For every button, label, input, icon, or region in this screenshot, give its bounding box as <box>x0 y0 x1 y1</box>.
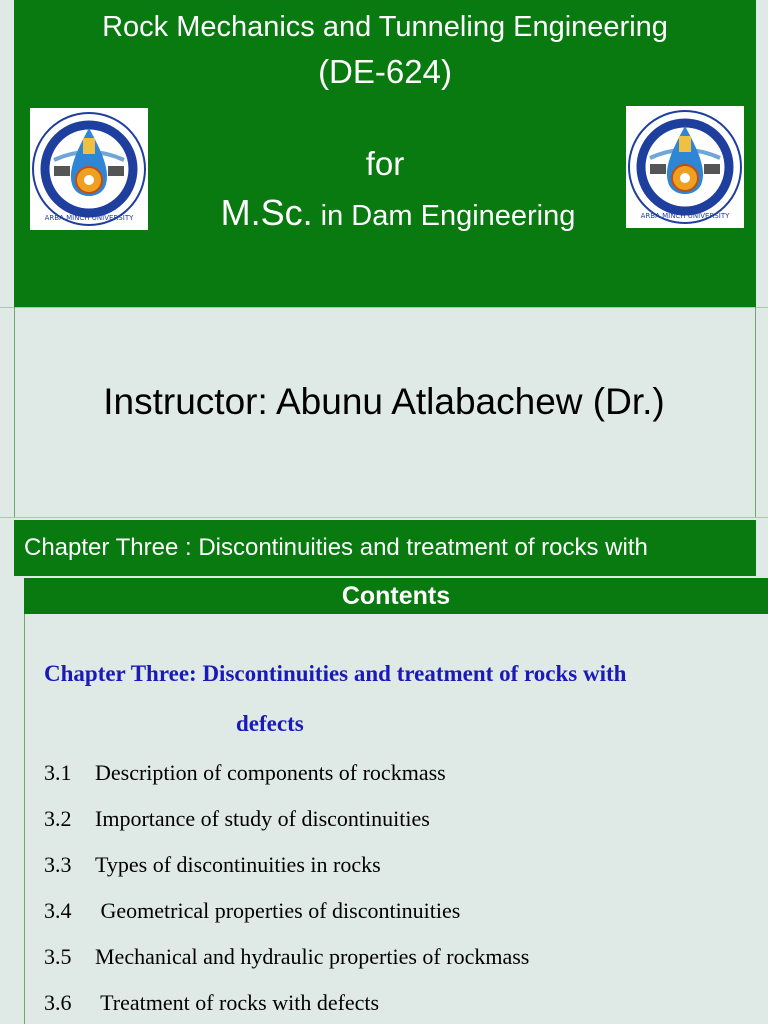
contents-frame <box>24 614 25 1024</box>
toc-item <box>44 850 529 896</box>
toc-number: 3.2 <box>44 806 72 831</box>
program-label: in Dam Engineering <box>312 200 576 232</box>
toc-item <box>44 804 529 850</box>
logo-text: ARBA MINCH UNIVERSITY <box>44 214 134 222</box>
university-seal-icon <box>30 108 148 230</box>
logo-text: ARBA MINCH UNIVERSITY <box>640 212 730 220</box>
toc-item <box>44 988 529 1024</box>
toc-item <box>44 896 529 942</box>
instructor-name: Instructor: Abunu Atlabachew (Dr.) <box>103 381 665 422</box>
toc-title: Types of discontinuities in rocks <box>95 852 381 877</box>
toc-number: 3.1 <box>44 760 72 785</box>
toc-number: 3.3 <box>44 852 72 877</box>
degree-label: M.Sc. <box>220 192 313 233</box>
toc-number: 3.4 <box>44 898 72 923</box>
toc-item <box>44 758 529 804</box>
toc-title: Importance of study of discontinuities <box>95 806 430 831</box>
toc-number: 3.6 <box>44 990 72 1015</box>
contents-title: Contents <box>24 578 768 614</box>
divider <box>0 517 768 518</box>
chapter-banner: Chapter Three : Discontinuities and treatment of rocks with <box>14 520 756 576</box>
course-code: (DE-624) <box>318 53 452 90</box>
chapter-heading-line1: Chapter Three: Discontinuities and treatment of rocks with <box>44 661 627 686</box>
table-of-contents <box>44 758 529 1024</box>
title-banner <box>14 0 756 307</box>
course-title: Rock Mechanics and Tunneling Engineering <box>102 11 668 43</box>
degree-line <box>164 192 632 234</box>
toc-title: Mechanical and hydraulic properties of rockmass <box>95 944 530 969</box>
chapter-heading <box>44 656 764 742</box>
for-label: for <box>365 145 405 182</box>
university-seal-icon <box>626 106 744 228</box>
toc-title: Treatment of rocks with defects <box>95 990 380 1015</box>
toc-item <box>44 942 529 988</box>
chapter-heading-line2: defects <box>236 711 304 736</box>
toc-title: Geometrical properties of discontinuities <box>95 898 461 923</box>
toc-number: 3.5 <box>44 944 72 969</box>
university-logo-left <box>30 108 148 230</box>
university-logo-right <box>626 106 744 228</box>
toc-title: Description of components of rockmass <box>95 760 446 785</box>
